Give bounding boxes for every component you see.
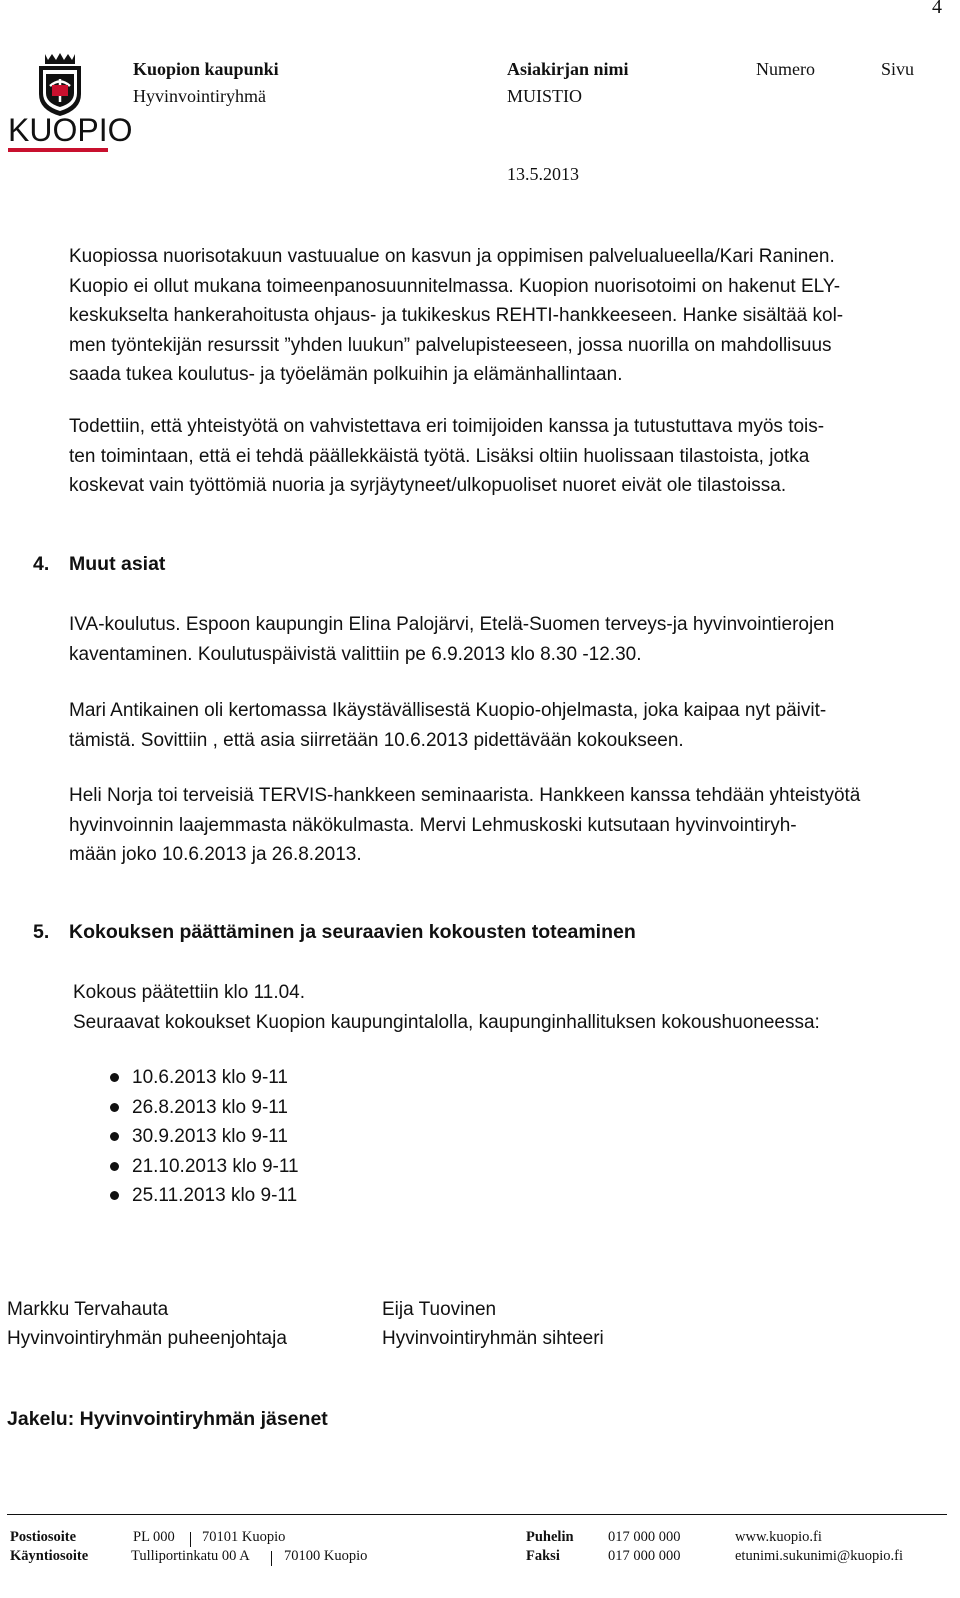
email-link[interactable]: etunimi.sukunimi@kuopio.fi bbox=[735, 1548, 904, 1564]
text-line: saada tukea koulutus- ja työelämän polkuihin ja elämänhallintaan. bbox=[69, 364, 623, 385]
separator bbox=[271, 1551, 272, 1566]
text-line: men työntekijän resurssit ”yhden luukun” palvelupisteeseen, jossa nuorilla on mahdollisuus bbox=[69, 334, 832, 356]
visit-street: Tulliportinkatu 00 A bbox=[131, 1548, 250, 1564]
paragraph-iva-training bbox=[69, 610, 949, 669]
text-line: mään joko 10.6.2013 ja 26.8.2013. bbox=[69, 844, 362, 865]
text-line: ten toimintaan, että ei tehdä päällekkäistä työtä. Lisäksi oltiin huolissaan tilastoista, jotka bbox=[69, 445, 810, 467]
meeting-date: 26.8.2013 klo 9-11 bbox=[132, 1096, 288, 1118]
text-line: kaventaminen. Koulutuspäivistä valittiin pe 6.9.2013 klo 8.30 -12.30. bbox=[69, 643, 642, 665]
text-line: Kuopiossa nuorisotakuun vastuualue on kasvun ja oppimisen palvelualueella/Kari Raninen. bbox=[69, 246, 835, 267]
fax-number: 017 000 000 bbox=[608, 1548, 681, 1564]
list-item bbox=[110, 1181, 299, 1211]
paragraph-cooperation bbox=[69, 412, 949, 501]
text-line: Kuopio ei ollut mukana toimeenpanosuunnitelmassa. Kuopion nuorisotoimi on hakenut ELY- bbox=[69, 275, 841, 297]
header-date: 13.5.2013 bbox=[507, 164, 579, 184]
section-5-title: Kokouksen päättäminen ja seuraavien kokousten toteaminen bbox=[69, 921, 636, 943]
separator bbox=[190, 1532, 191, 1547]
text-line: koskevat vain työttömiä nuoria ja syrjäytyneet/ulkopuoliset nuoret eivät ole tilastoissa. bbox=[69, 475, 787, 496]
postal-city: 70101 Kuopio bbox=[202, 1529, 286, 1545]
signer-name: Eija Tuovinen bbox=[382, 1299, 497, 1320]
bullet-icon bbox=[110, 1132, 119, 1141]
header-doc-name: MUISTIO bbox=[507, 86, 582, 106]
text-line: Seuraavat kokoukset Kuopion kaupungintalolla, kaupunginhallituksen kokoushuoneessa: bbox=[73, 1011, 820, 1033]
section-4-title: Muut asiat bbox=[69, 553, 166, 575]
section-4-number: 4. bbox=[33, 553, 50, 575]
list-item bbox=[110, 1152, 299, 1182]
signer-title: Hyvinvointiryhmän puheenjohtaja bbox=[7, 1328, 287, 1349]
visit-label: Käyntiosoite bbox=[10, 1548, 89, 1564]
bullet-icon bbox=[110, 1103, 119, 1112]
text-line: Kokous päätettiin klo 11.04. bbox=[73, 982, 306, 1003]
org-name: Kuopion kaupunki bbox=[133, 59, 279, 79]
meeting-date: 30.9.2013 klo 9-11 bbox=[132, 1126, 288, 1147]
list-item bbox=[110, 1063, 299, 1093]
header-doc-label bbox=[507, 59, 629, 80]
text-line: IVA-koulutus. Espoon kaupungin Elina Palojärvi, Etelä-Suomen terveys-ja hyvinvointierojen bbox=[69, 614, 835, 635]
paragraph-tervis bbox=[69, 781, 949, 870]
postal-box: PL 000 bbox=[133, 1529, 175, 1545]
page-number: 4 bbox=[932, 0, 942, 18]
postal-label: Postiosoite bbox=[10, 1529, 77, 1545]
meeting-dates-list bbox=[110, 1063, 299, 1211]
doc-label: Asiakirjan nimi bbox=[507, 59, 629, 79]
bullet-icon bbox=[110, 1162, 119, 1171]
paragraph-youth-guarantee bbox=[69, 242, 949, 390]
fax-label: Faksi bbox=[526, 1548, 560, 1564]
text-line: Todettiin, että yhteistyötä on vahvistettava eri toimijoiden kanssa ja tutustuttava myös tois- bbox=[69, 416, 825, 437]
meeting-date: 10.6.2013 klo 9-11 bbox=[132, 1067, 288, 1088]
meeting-date: 21.10.2013 klo 9-11 bbox=[132, 1155, 299, 1177]
text-line: keskukselta hankerahoitusta ohjaus- ja tukikeskus REHTI-hankkeeseen. Hanke sisältää kol- bbox=[69, 305, 844, 326]
paragraph-closing bbox=[73, 978, 953, 1037]
text-line: Heli Norja toi terveisiä TERVIS-hankkeen seminaarista. Hankkeen kanssa tehdään yhteistyötä bbox=[69, 785, 861, 806]
signature-right bbox=[382, 1295, 604, 1353]
header-page-label: Sivu bbox=[881, 59, 915, 79]
signer-title: Hyvinvointiryhmän sihteeri bbox=[382, 1328, 604, 1349]
website-link[interactable]: www.kuopio.fi bbox=[735, 1529, 822, 1545]
logo-red-emblem bbox=[52, 85, 68, 96]
header-number-label: Numero bbox=[756, 59, 815, 79]
footer-divider bbox=[7, 1514, 947, 1515]
text-line: Mari Antikainen oli kertomassa Ikäystävällisestä Kuopio-ohjelmasta, joka kaipaa nyt päivit- bbox=[69, 700, 827, 721]
signature-left bbox=[7, 1295, 287, 1353]
kuopio-logo bbox=[8, 50, 133, 154]
header-org bbox=[133, 59, 279, 80]
signer-name: Markku Tervahauta bbox=[7, 1299, 169, 1320]
header-unit: Hyvinvointiryhmä bbox=[133, 86, 266, 106]
visit-city: 70100 Kuopio bbox=[284, 1548, 368, 1564]
meeting-date: 25.11.2013 klo 9-11 bbox=[132, 1185, 298, 1206]
distribution: Jakelu: Hyvinvointiryhmän jäsenet bbox=[7, 1408, 328, 1430]
logo-text: KUOPIO bbox=[8, 112, 133, 148]
list-item bbox=[110, 1093, 299, 1123]
list-item bbox=[110, 1122, 299, 1152]
text-line: tämistä. Sovittiin , että asia siirretään 10.6.2013 pidettävään kokoukseen. bbox=[69, 729, 684, 751]
text-line: hyvinvoinnin laajemmasta näkökulmasta. Mervi Lehmuskoski kutsutaan hyvinvointiryh- bbox=[69, 814, 797, 836]
bullet-icon bbox=[110, 1073, 119, 1082]
section-5-number: 5. bbox=[33, 921, 50, 943]
phone-label: Puhelin bbox=[526, 1529, 574, 1545]
phone-number: 017 000 000 bbox=[608, 1529, 681, 1545]
logo-underline bbox=[8, 148, 108, 152]
paragraph-age-friendly bbox=[69, 696, 949, 755]
bullet-icon bbox=[110, 1191, 119, 1200]
